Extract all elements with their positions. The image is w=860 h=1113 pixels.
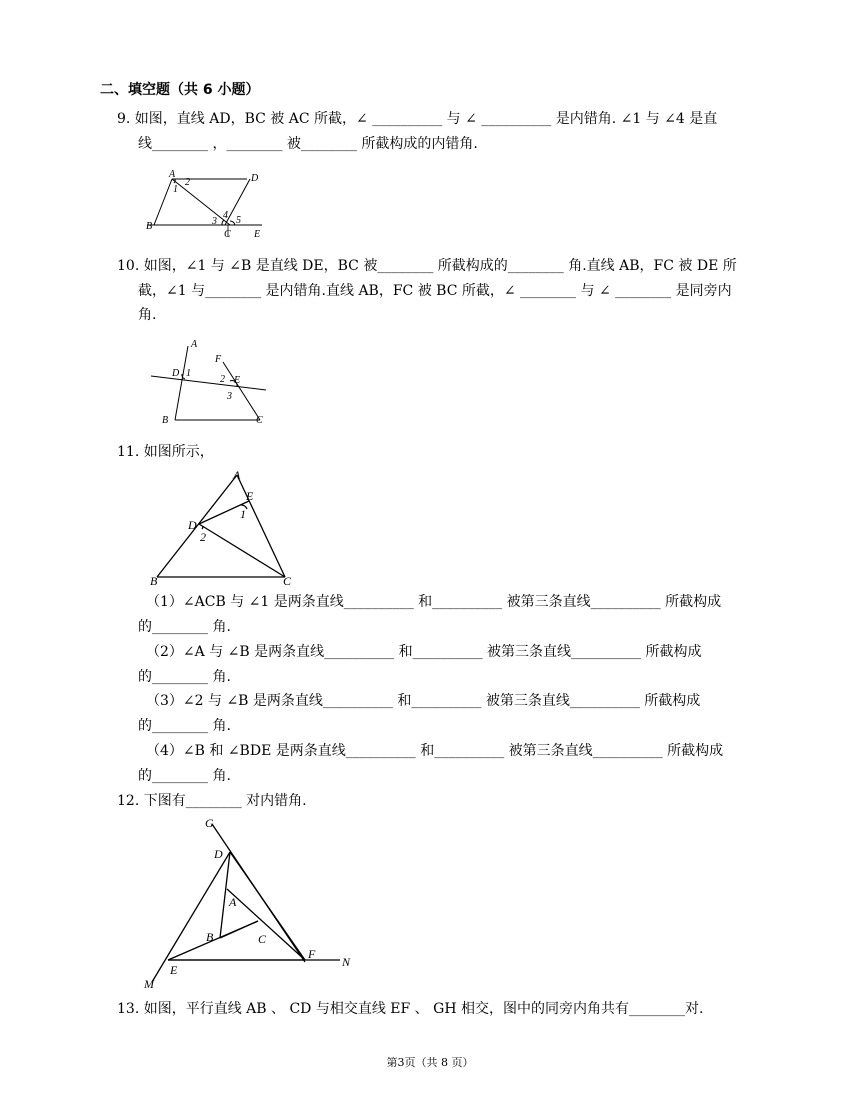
q13-line1: 13. 如图，平行直线 AB 、 CD 与相交直线 EF 、 GH 相交，图中的同旁内角共有________对. bbox=[117, 1001, 704, 1017]
q12-label-e: E bbox=[170, 963, 178, 977]
q11-label-1: 1 bbox=[240, 507, 246, 521]
q11-item2-line2: 的________ 角. bbox=[138, 669, 231, 685]
q12-label-n: N bbox=[342, 955, 351, 969]
q9-label-5: 5 bbox=[236, 215, 241, 226]
q12-figure bbox=[140, 814, 355, 989]
q9-label-2: 2 bbox=[185, 177, 190, 188]
q12-label-f: F bbox=[308, 947, 316, 961]
q11-label-b: B bbox=[150, 574, 158, 587]
q9-line1: 9. 如图，直线 AD，BC 被 AC 所截，∠ __________ 与 ∠ __________ 是内错角. ∠1 与 ∠4 是直 bbox=[117, 111, 718, 127]
q11-item2-line1: （2）∠A 与 ∠B 是两条直线__________ 和__________ 被第三条直线__________ 所截构成 bbox=[146, 644, 702, 660]
q12-line1: 12. 下图有________ 对内错角. bbox=[117, 793, 307, 809]
q11-line1: 11. 如图所示， bbox=[117, 444, 214, 460]
q10-figure bbox=[148, 338, 270, 426]
q10-label-1: 1 bbox=[186, 368, 191, 379]
q9-label-1: 1 bbox=[173, 184, 178, 195]
q11-label-e: E bbox=[246, 489, 254, 503]
q11-item4-line1: （4）∠B 和 ∠BDE 是两条直线__________ 和__________ 被第三条直线__________ 所截构成 bbox=[146, 743, 724, 759]
q9-label-d: D bbox=[251, 173, 259, 184]
q11-item4-line2: 的________ 角. bbox=[138, 768, 231, 784]
q11-label-2: 2 bbox=[200, 530, 206, 544]
q10-label-d: D bbox=[172, 368, 180, 379]
q12-label-g: G bbox=[205, 816, 214, 830]
q9-line2: 线________ ，________ 被________ 所截构成的内错角. bbox=[138, 136, 478, 152]
q9-label-4: 4 bbox=[223, 210, 228, 221]
q12-label-c: C bbox=[258, 932, 267, 946]
q10-label-2: 2 bbox=[220, 374, 225, 385]
q10-label-3: 3 bbox=[227, 391, 232, 402]
q10-line3: 角. bbox=[138, 307, 157, 323]
q9-label-3: 3 bbox=[212, 216, 217, 227]
q11-item1-line2: 的________ 角. bbox=[138, 619, 231, 635]
q10-line1: 10. 如图，∠1 与 ∠B 是直线 DE，BC 被________ 所截构成的________ 角.直线 AB，FC 被 DE 所 bbox=[117, 258, 737, 274]
q10-label-b: B bbox=[162, 415, 169, 426]
page-footer: 第3页（共 8 页） bbox=[386, 1056, 474, 1069]
q10-label-f: F bbox=[215, 354, 222, 365]
q10-label-a: A bbox=[191, 339, 198, 350]
q12-label-m: M bbox=[144, 977, 154, 989]
section-title: 二、填空题（共 6 小题） bbox=[100, 82, 260, 98]
q9-label-a: A bbox=[169, 169, 176, 180]
q9-figure bbox=[142, 167, 267, 239]
q11-label-a: A bbox=[233, 469, 241, 482]
q10-line2: 截，∠1 与________ 是内错角.直线 AB，FC 被 BC 所截，∠ ________ 与 ∠ ________ 是同旁内 bbox=[138, 283, 732, 299]
q9-label-b: B bbox=[146, 221, 153, 232]
q9-label-e: E bbox=[254, 229, 261, 239]
q11-label-d: D bbox=[188, 518, 197, 532]
q11-item1-line1: （1）∠ACB 与 ∠1 是两条直线__________ 和__________ 被第三条直线__________ 所截构成 bbox=[146, 594, 722, 610]
q11-item3-line1: （3）∠2 与 ∠B 是两条直线__________ 和__________ 被第三条直线__________ 所截构成 bbox=[146, 693, 701, 709]
q10-label-e: E bbox=[234, 375, 241, 386]
q12-label-d: D bbox=[214, 847, 223, 861]
q10-label-c: C bbox=[256, 415, 263, 426]
q9-label-c: C bbox=[224, 229, 231, 239]
q11-figure bbox=[147, 469, 297, 587]
q12-label-b: B bbox=[206, 930, 214, 944]
q11-item3-line2: 的________ 角. bbox=[138, 718, 231, 734]
q11-label-c: C bbox=[283, 574, 292, 587]
q12-label-a: A bbox=[229, 895, 237, 909]
